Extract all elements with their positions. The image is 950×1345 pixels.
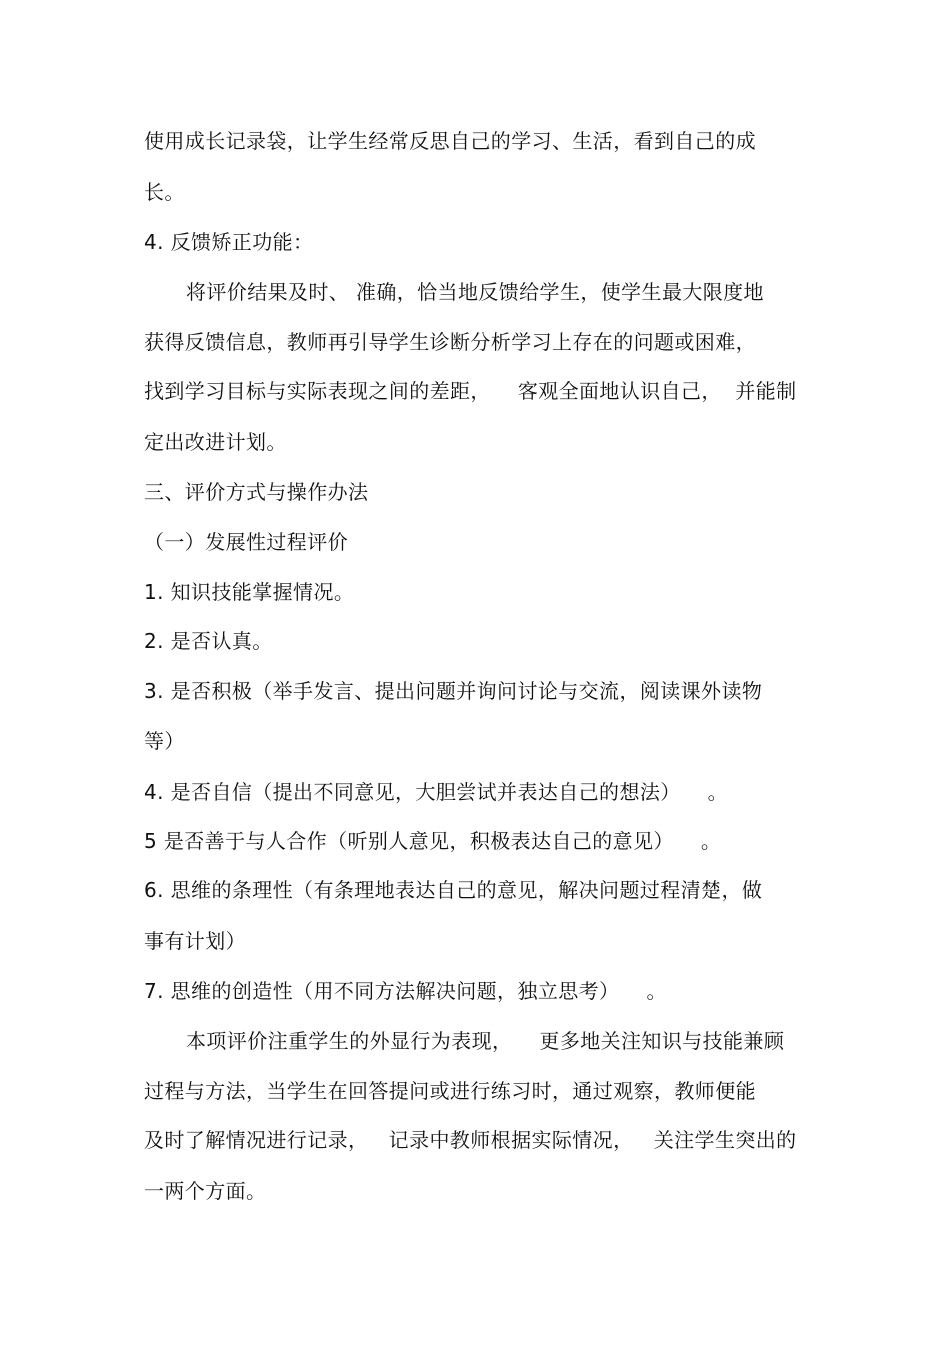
list-item: 6. 思维的条理性（有条理地表达自己的意见，解决问题过程清楚，做 xyxy=(144,878,763,902)
section-heading: 三、评价方式与操作办法 xyxy=(144,480,369,504)
text-line: 过程与方法，当学生在回答提问或进行练习时，通过观察，教师便能 xyxy=(144,1079,756,1103)
text-line: 获得反馈信息，教师再引导学生诊断分析学习上存在的问题或困难， xyxy=(144,330,756,354)
list-item: 1. 知识技能掌握情况。 xyxy=(144,580,355,604)
text-line: 使用成长记录袋，让学生经常反思自己的学习、生活，看到自己的成 xyxy=(144,129,756,153)
section-heading: 4. 反馈矫正功能： xyxy=(144,230,314,254)
list-item: 3. 是否积极（举手发言、提出问题并询问讨论与交流，阅读课外读物 xyxy=(144,679,763,703)
text-line: 及时了解情况进行记录， 记录中教师根据实际情况， 关注学生突出的 xyxy=(144,1128,797,1152)
subsection-heading: （一）发展性过程评价 xyxy=(144,530,348,554)
paragraph-first-line: 将评价结果及时、 准确，恰当地反馈给学生，使学生最大限度地 xyxy=(186,280,764,304)
paragraph-first-line: 本项评价注重学生的外显行为表现， 更多地关注知识与技能兼顾 xyxy=(186,1029,785,1053)
list-item-continuation: 事有计划） xyxy=(144,929,246,953)
list-item: 4. 是否自信（提出不同意见，大胆尝试并表达自己的想法） 。 xyxy=(144,780,729,804)
list-item: 7. 思维的创造性（用不同方法解决问题，独立思考） 。 xyxy=(144,979,667,1003)
text-line: 找到学习目标与实际表现之间的差距， 客观全面地认识自己， 并能制 xyxy=(144,379,797,403)
text-line: 长。 xyxy=(144,180,185,204)
text-line: 一两个方面。 xyxy=(144,1179,267,1203)
text-line: 定出改进计划。 xyxy=(144,430,287,454)
list-item-continuation: 等） xyxy=(144,729,185,753)
list-item: 5 是否善于与人合作（听别人意见，积极表达自己的意见） 。 xyxy=(144,829,722,853)
list-item: 2. 是否认真。 xyxy=(144,629,273,653)
